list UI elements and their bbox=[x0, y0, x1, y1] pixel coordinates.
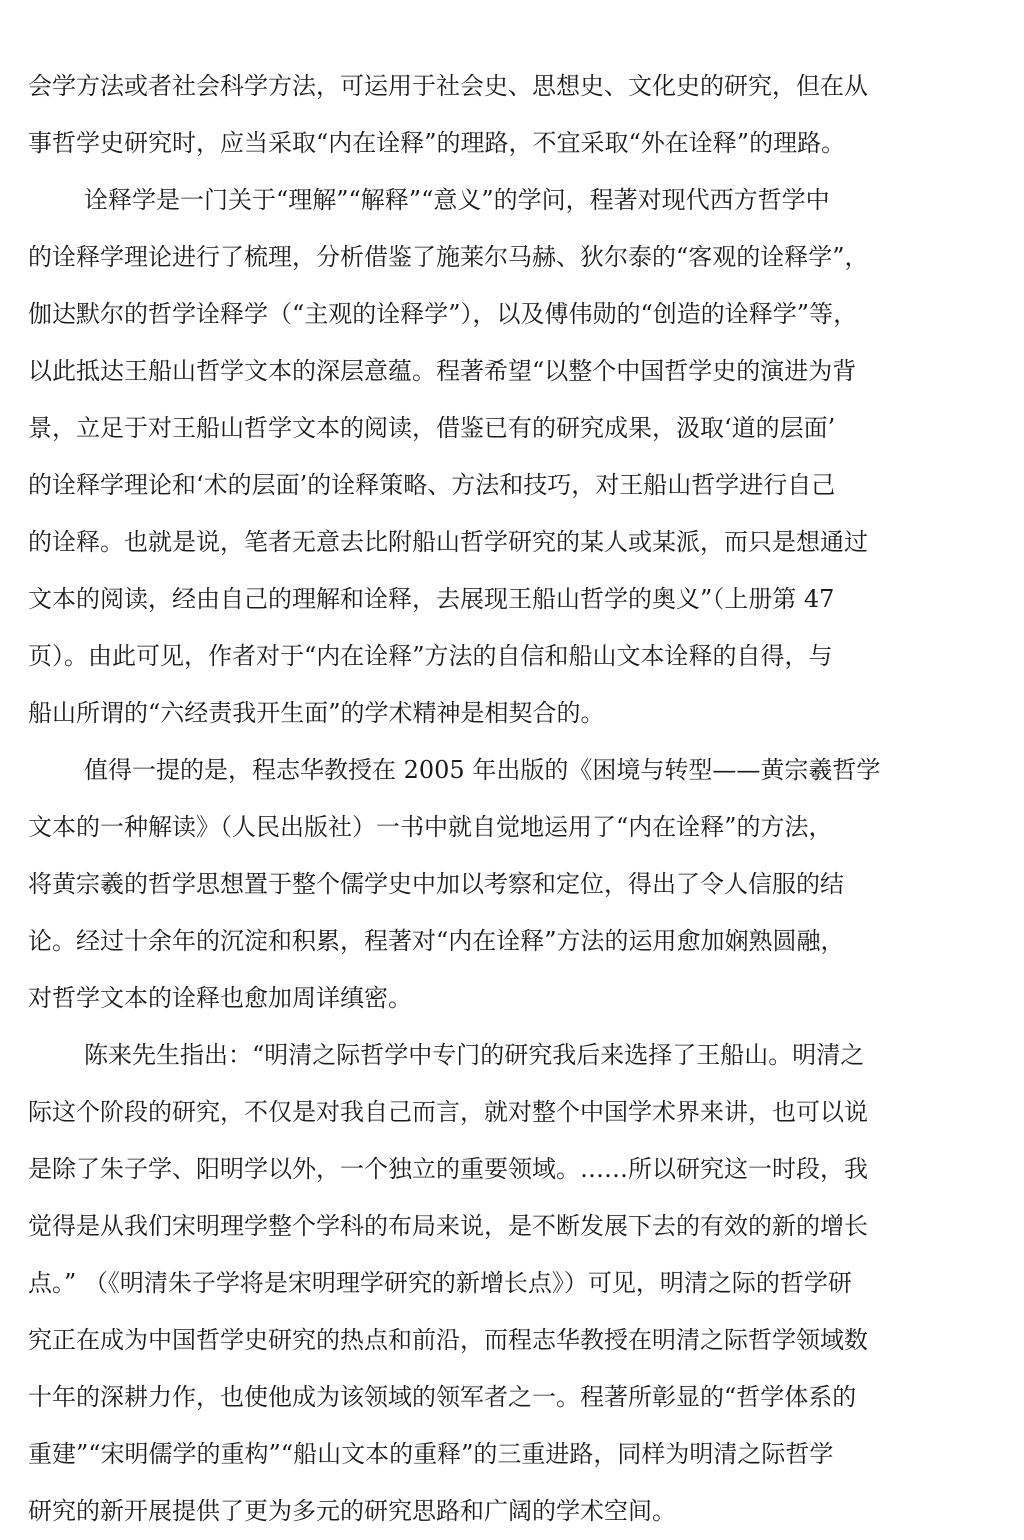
paragraph-1 bbox=[28, 58, 1000, 172]
paragraph-4 bbox=[28, 1027, 1000, 1540]
text-line: 对哲学文本的诠释也愈加周详缜密。 bbox=[28, 984, 412, 1012]
text-line: 点。” （《明清朱子学将是宋明理学研究的新增长点》）可见，明清之际的哲学研 bbox=[28, 1269, 852, 1297]
text-line: 际这个阶段的研究，不仅是对我自己而言，就对整个中国学术界来讲，也可以说 bbox=[28, 1098, 868, 1126]
text-line: 值得一提的是，程志华教授在 2005 年出版的《困境与转型——黄宗羲哲学 bbox=[84, 756, 881, 784]
text-line: 研究的新开展提供了更为多元的研究思路和广阔的学术空间。 bbox=[28, 1497, 676, 1525]
text-line: 伽达默尔的哲学诠释学（“主观的诠释学”），以及傅伟勋的“创造的诠释学”等， bbox=[28, 300, 858, 328]
text-line: 的诠释学理论和‘术的层面’的诠释策略、方法和技巧，对王船山哲学进行自己 bbox=[28, 471, 836, 499]
text-line: 页）。由此可见，作者对于“内在诠释”方法的自信和船山文本诠释的自得，与 bbox=[28, 642, 833, 670]
text-line: 陈来先生指出：“明清之际哲学中专门的研究我后来选择了王船山。明清之 bbox=[84, 1041, 865, 1069]
text-line: 景，立足于对王船山哲学文本的阅读，借鉴已有的研究成果，汲取‘道的层面’ bbox=[28, 414, 836, 442]
text-line: 文本的阅读，经由自己的理解和诠释，去展现王船山哲学的奥义”（上册第 47 bbox=[28, 585, 835, 613]
paragraph-3 bbox=[28, 742, 1000, 1027]
text-line: 究正在成为中国哲学史研究的热点和前沿，而程志华教授在明清之际哲学领域数 bbox=[28, 1326, 868, 1354]
text-line: 将黄宗羲的哲学思想置于整个儒学史中加以考察和定位，得出了令人信服的结 bbox=[28, 870, 844, 898]
paragraph-2 bbox=[28, 172, 1000, 742]
text-line: 诠释学是一门关于“理解”“解释”“意义”的学问，程著对现代西方哲学中 bbox=[84, 186, 830, 214]
text-line: 的诠释学理论进行了梳理，分析借鉴了施莱尔马赫、狄尔泰的“客观的诠释学”， bbox=[28, 243, 869, 271]
text-line: 觉得是从我们宋明理学整个学科的布局来说，是不断发展下去的有效的新的增长 bbox=[28, 1212, 868, 1240]
text-line: 事哲学史研究时，应当采取“内在诠释”的理路，不宜采取“外在诠释”的理路。 bbox=[28, 129, 846, 157]
text-line: 的诠释。也就是说，笔者无意去比附船山哲学研究的某人或某派，而只是想通过 bbox=[28, 528, 868, 556]
text-line: 以此抵达王船山哲学文本的深层意蕴。程著希望“以整个中国哲学史的演进为背 bbox=[28, 357, 857, 385]
text-line: 论。经过十余年的沉淀和积累，程著对“内在诠释”方法的运用愈加娴熟圆融， bbox=[28, 927, 845, 955]
text-line: 十年的深耕力作，也使他成为该领域的领军者之一。程著所彰显的“哲学体系的 bbox=[28, 1383, 857, 1411]
document-page bbox=[28, 58, 1000, 1540]
text-line: 重建”“宋明儒学的重构”“船山文本的重释”的三重进路，同样为明清之际哲学 bbox=[28, 1440, 834, 1468]
text-line: 文本的一种解读》（人民出版社）一书中就自觉地运用了“内在诠释”的方法， bbox=[28, 813, 833, 841]
text-line: 是除了朱子学、阳明学以外，一个独立的重要领域。……所以研究这一时段，我 bbox=[28, 1155, 868, 1183]
text-line: 会学方法或者社会科学方法，可运用于社会史、思想史、文化史的研究，但在从 bbox=[28, 72, 868, 100]
text-line: 船山所谓的“六经责我开生面”的学术精神是相契合的。 bbox=[28, 699, 605, 727]
